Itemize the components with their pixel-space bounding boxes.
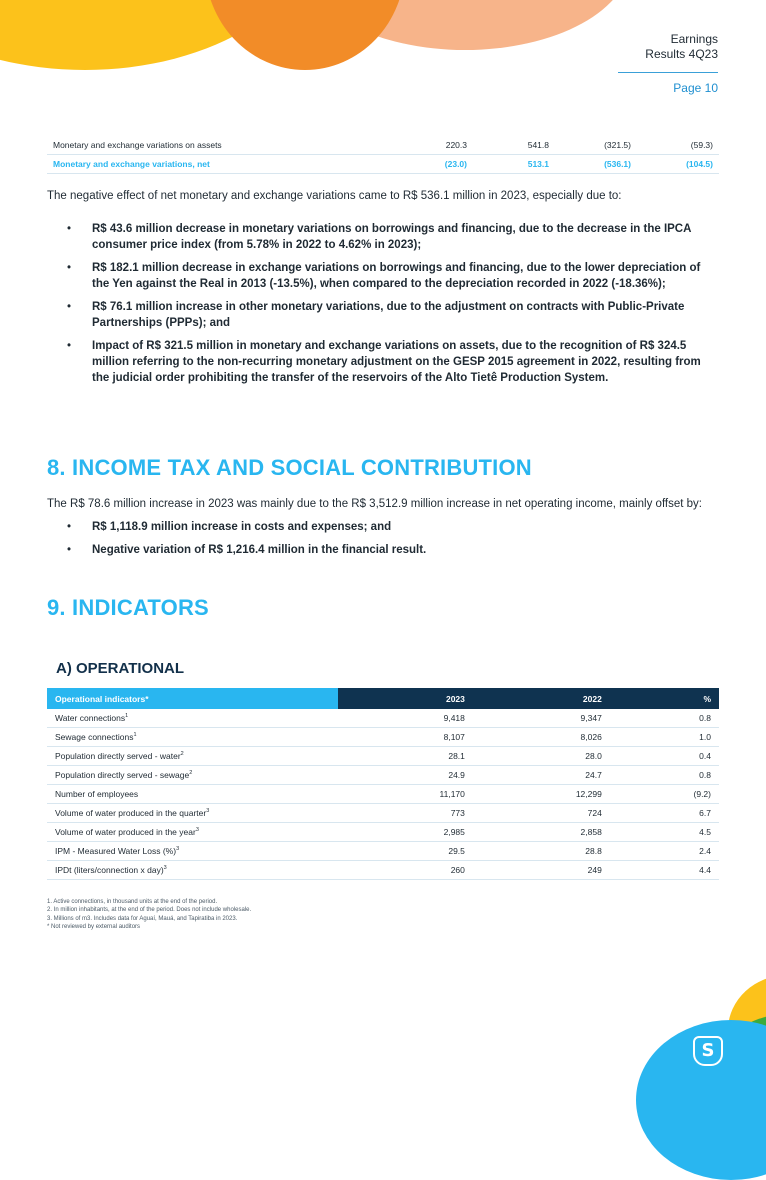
operational-indicators-table	[47, 688, 719, 880]
cell-2022: 2,858	[473, 823, 610, 842]
label-text: Number of employees	[55, 789, 139, 799]
decor-orange-blob	[205, 0, 405, 70]
cell-2022: 24.7	[473, 766, 610, 785]
cell-pct: 1.0	[610, 728, 719, 747]
row-label	[47, 804, 338, 823]
column-header: 2023	[338, 688, 473, 709]
cell-2023: 9,418	[338, 709, 473, 728]
company-logo	[693, 1036, 723, 1066]
section-8-title: 8. INCOME TAX AND SOCIAL CONTRIBUTION	[47, 455, 532, 480]
cell-pct: 0.8	[610, 766, 719, 785]
operational-subtitle: A) OPERATIONAL	[56, 660, 185, 677]
table-row	[47, 804, 719, 823]
row-label: Monetary and exchange variations, net	[47, 155, 391, 174]
cell-2022: 724	[473, 804, 610, 823]
footnote-marker: 1	[125, 713, 129, 720]
row-label	[47, 823, 338, 842]
section-8-paragraph: The R$ 78.6 million increase in 2023 was mainly due to the R$ 3,512.9 million increase in net operating income, mainly offset by:	[47, 498, 703, 510]
label-text: Volume of water produced in the year	[55, 827, 196, 837]
label-text: Volume of water produced in the quarter	[55, 808, 207, 818]
row-label	[47, 842, 338, 861]
section-8-bullet-list	[47, 519, 719, 565]
cell-2023: 8,107	[338, 728, 473, 747]
bullet-text: Negative variation of R$ 1,216.4 million in the financial result.	[92, 544, 427, 556]
bullet-text: R$ 1,118.9 million increase in costs and expenses; and	[92, 521, 392, 533]
row-label	[47, 709, 338, 728]
list-item	[47, 542, 719, 558]
label-text: IPM - Measured Water Loss (%)	[55, 846, 177, 856]
bullet-icon: •	[67, 340, 72, 352]
cell-2023: 260	[338, 861, 473, 880]
page-header	[618, 32, 718, 96]
list-item	[47, 221, 719, 253]
table-header-row	[47, 688, 719, 709]
row-label	[47, 747, 338, 766]
cell-2022: 12,299	[473, 785, 610, 804]
logo-letter: S	[701, 1040, 715, 1061]
table-row	[47, 861, 719, 880]
cell-2022: 9,347	[473, 709, 610, 728]
table-row	[47, 842, 719, 861]
list-item	[47, 519, 719, 535]
bullet-icon: •	[67, 262, 72, 274]
cell-2023: 11,170	[338, 785, 473, 804]
cell-2023: 773	[338, 804, 473, 823]
footnote: 2. In million inhabitants, at the end of the period. Does not include wholesale.	[47, 907, 252, 914]
cell-value: (23.0)	[391, 155, 473, 174]
bullet-text: R$ 76.1 million increase in other monetary variations, due to the adjustment on contracts with Public-Private Partnerships (PPPs); and	[92, 301, 685, 329]
bullet-icon: •	[67, 301, 72, 313]
variation-bullet-list	[47, 221, 719, 393]
column-header: %	[610, 688, 719, 709]
cell-2023: 29.5	[338, 842, 473, 861]
cell-pct: 2.4	[610, 842, 719, 861]
bullet-text: R$ 43.6 million decrease in monetary variations on borrowings and financing, due to the decrease in the IPCA consumer price index (from 5.78% in 2022 to 4.62% in 2023);	[92, 223, 691, 251]
cell-value: 541.8	[473, 136, 555, 155]
page-number: Page 10	[673, 81, 718, 95]
header-rule	[618, 72, 718, 73]
table-row	[47, 766, 719, 785]
row-label	[47, 728, 338, 747]
cell-pct: (9.2)	[610, 785, 719, 804]
bullet-icon: •	[67, 223, 72, 235]
cell-value: 513.1	[473, 155, 555, 174]
cell-value: (104.5)	[637, 155, 719, 174]
label-text: Sewage connections	[55, 732, 134, 742]
row-label	[47, 785, 338, 804]
column-header: 2022	[473, 688, 610, 709]
footnote-marker: 3	[206, 808, 210, 815]
variations-table	[47, 136, 719, 174]
cell-pct: 0.8	[610, 709, 719, 728]
table-row-total	[47, 155, 719, 174]
footnote: * Not reviewed by external auditors	[47, 923, 141, 930]
label-text: Water connections	[55, 713, 126, 723]
label-text: Population directly served - sewage	[55, 770, 190, 780]
footnote-marker: 1	[133, 732, 137, 739]
column-header: Operational indicators*	[47, 688, 338, 709]
list-item	[47, 260, 719, 292]
cell-pct: 4.4	[610, 861, 719, 880]
table-row	[47, 785, 719, 804]
intro-paragraph: The negative effect of net monetary and exchange variations came to R$ 536.1 million in 2023, especially due to:	[47, 190, 622, 202]
footnotes	[47, 898, 251, 931]
cell-pct: 0.4	[610, 747, 719, 766]
footnote: 3. Millions of m3. Includes data for Aguaí, Mauá, and Tapiratiba in 2023.	[47, 915, 238, 922]
cell-value: (59.3)	[637, 136, 719, 155]
bullet-icon: •	[67, 521, 72, 533]
footnote: 1. Active connections, in thousand units at the end of the period.	[47, 899, 218, 905]
cell-2022: 249	[473, 861, 610, 880]
cell-pct: 4.5	[610, 823, 719, 842]
table-row	[47, 136, 719, 155]
footnote-marker: 3	[176, 846, 180, 853]
cell-2023: 2,985	[338, 823, 473, 842]
list-item	[47, 338, 719, 386]
cell-value: (536.1)	[555, 155, 637, 174]
cell-2022: 8,026	[473, 728, 610, 747]
bullet-text: R$ 182.1 million decrease in exchange variations on borrowings and financing, due to the lower depreciation of the Yen against the Real in 2013 (-13.5%), when compared to the depreciation recorded in 2022 (-18.36%);	[92, 262, 701, 290]
footnote-marker: 3	[195, 827, 199, 834]
bullet-text: Impact of R$ 321.5 million in monetary and exchange variations on assets, due to the recognition of R$ 324.5 million referring to the non-recurring monetary adjustment on the GESP 2015 agreement in 2022, resulting from the judicial order prohibiting the transfer of the reservoirs of the Alto Tietê Production System.	[92, 340, 701, 384]
footnote-marker: 3	[163, 865, 167, 872]
list-item	[47, 299, 719, 331]
report-title-line2: Results 4Q23	[645, 47, 718, 61]
cell-2022: 28.0	[473, 747, 610, 766]
table-row	[47, 728, 719, 747]
cell-2023: 28.1	[338, 747, 473, 766]
cell-value: (321.5)	[555, 136, 637, 155]
table-row	[47, 823, 719, 842]
cell-pct: 6.7	[610, 804, 719, 823]
cell-value: 220.3	[391, 136, 473, 155]
row-label: Monetary and exchange variations on assets	[47, 136, 391, 155]
bullet-icon: •	[67, 544, 72, 556]
label-text: Population directly served - water	[55, 751, 181, 761]
report-title-line1: Earnings	[670, 32, 718, 46]
label-text: IPDt (liters/connection x day)	[55, 865, 164, 875]
footnote-marker: 2	[189, 770, 193, 777]
section-9-title: 9. INDICATORS	[47, 595, 209, 620]
row-label	[47, 861, 338, 880]
footnote-marker: 2	[180, 751, 184, 758]
row-label	[47, 766, 338, 785]
table-row	[47, 747, 719, 766]
table-row	[47, 709, 719, 728]
cell-2022: 28.8	[473, 842, 610, 861]
cell-2023: 24.9	[338, 766, 473, 785]
